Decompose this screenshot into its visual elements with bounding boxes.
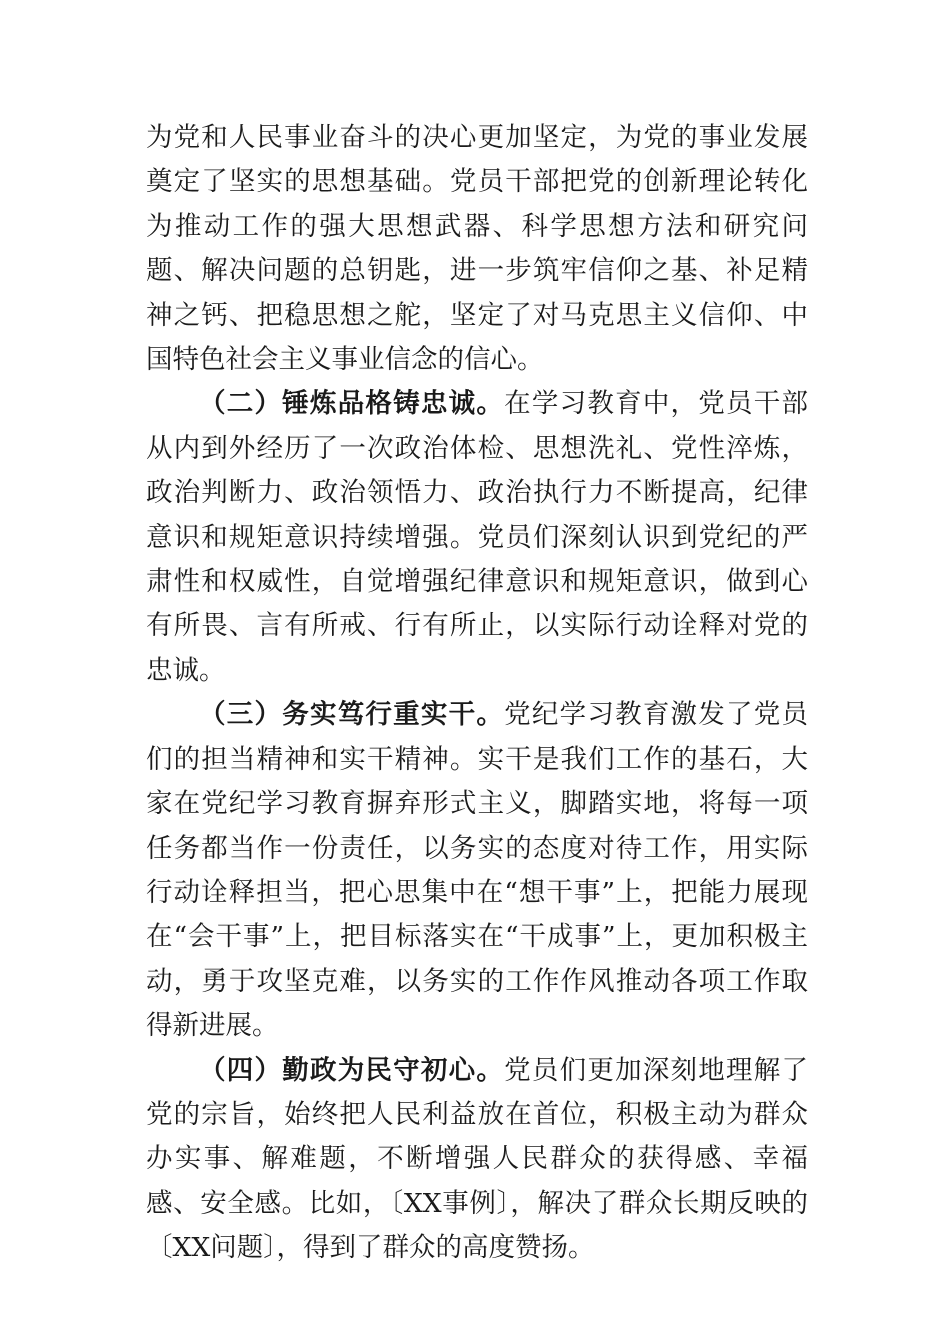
section-heading-4: （四）勤政为民守初心。 (199, 1054, 505, 1086)
section-heading-3: （三）务实笃行重实干。 (199, 699, 505, 731)
paragraph-continuation (146, 116, 808, 382)
paragraph-section-2 (146, 382, 808, 693)
paragraph-text: 为党和人民事业奋斗的决心更加坚定，为党的事业发展奠定了坚实的思想基础。党员干部把党的创新理论转化为推动工作的强大思想武器、科学思想方法和研究问题、解决问题的总钥匙，进一步筑牢信仰之基、补足精神之钙、把稳思想之舵，坚定了对马克思主义信仰、中国特色社会主义事业信念的信心。 (146, 122, 808, 376)
paragraph-text: 党员们更加深刻地理解了党的宗旨，始终把人民利益放在首位，积极主动为群众办实事、解难题，不断增强人民群众的获得感、幸福感、安全感。比如，〔XX事例〕，解决了群众长期反映的〔XX问题〕，得到了群众的高度赞扬。 (146, 1054, 809, 1264)
paragraph-section-3 (146, 693, 808, 1048)
paragraph-text: 党纪学习教育激发了党员们的担当精神和实干精神。实干是我们工作的基石，大家在党纪学习教育摒弃形式主义，脚踏实地，将每一项任务都当作一份责任，以务实的态度对待工作，用实际行动诠释担当，把心思集中在“想干事”上，把能力展现在“会干事”上，把目标落实在“干成事”上，更加积极主动，勇于攻坚克难，以务实的工作作风推动各项工作取得新进展。 (146, 699, 809, 1042)
section-heading-2: （二）锤炼品格铸忠诚。 (199, 388, 505, 420)
paragraph-text: 在学习教育中，党员干部从内到外经历了一次政治体检、思想洗礼、党性淬炼，政治判断力、政治领悟力、政治执行力不断提高，纪律意识和规矩意识持续增强。党员们深刻认识到党纪的严肃性和权威性，自觉增强纪律意识和规矩意识，做到心有所畏、言有所戒、行有所止，以实际行动诠释对党的忠诚。 (146, 388, 809, 686)
paragraph-section-4 (146, 1049, 808, 1271)
document-body (146, 116, 808, 1271)
